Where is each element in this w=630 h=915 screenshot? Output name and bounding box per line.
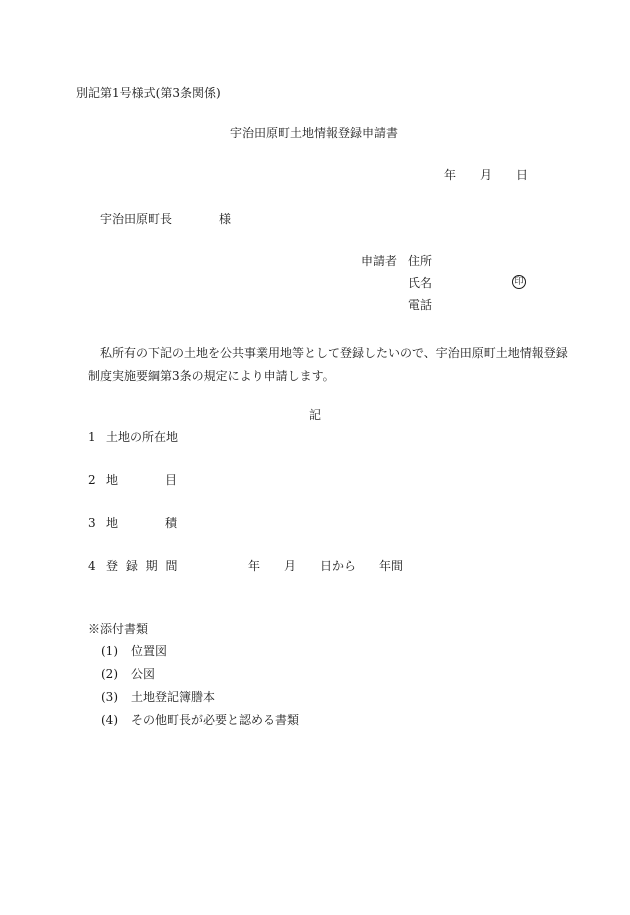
applicant-label: 申請者 xyxy=(361,254,398,268)
attachment-1-text: 位置図 xyxy=(131,644,168,658)
date-month: 月 xyxy=(480,168,493,182)
item-3-number: 3 xyxy=(88,516,96,530)
seal-mark: 印 xyxy=(512,275,526,289)
item-2-number: 2 xyxy=(88,473,96,487)
item-4-month: 月 xyxy=(284,559,297,573)
applicant-address-label: 住所 xyxy=(408,254,433,268)
item-3-label-b: 積 xyxy=(165,516,178,530)
attachment-3-number: (3) xyxy=(101,690,118,704)
record-heading: 記 xyxy=(309,408,322,422)
body-paragraph: 私所有の下記の土地を公共事業用地等として登録したいので、宇治田原町土地情報登録制度実施要綱第3条の規定により申請します。 xyxy=(88,346,568,383)
date-year: 年 xyxy=(444,168,457,182)
item-4-day-from: 日から xyxy=(320,559,357,573)
addressee-name: 宇治田原町長 xyxy=(100,212,173,226)
applicant-phone-label: 電話 xyxy=(408,298,433,312)
item-2-label-b: 目 xyxy=(165,473,178,487)
attachment-3-text: 土地登記簿謄本 xyxy=(131,690,216,704)
item-1-label: 土地の所在地 xyxy=(106,430,179,444)
item-4-label: 登 録 期 間 xyxy=(106,559,180,573)
applicant-name-label: 氏名 xyxy=(408,276,433,290)
item-4-year: 年 xyxy=(248,559,261,573)
item-4-years: 年間 xyxy=(379,559,404,573)
date-day: 日 xyxy=(516,168,529,182)
attachment-2-number: (2) xyxy=(101,667,118,681)
attachment-2-text: 公図 xyxy=(131,667,156,681)
item-3-label-a: 地 xyxy=(106,516,119,530)
item-4-number: 4 xyxy=(88,559,96,573)
attachment-1-number: (1) xyxy=(101,644,118,658)
item-2-label-a: 地 xyxy=(106,473,119,487)
item-1-number: 1 xyxy=(88,430,96,444)
addressee-honorific: 様 xyxy=(219,212,232,226)
attachment-4-text: その他町長が必要と認める書類 xyxy=(131,713,300,727)
attachment-4-number: (4) xyxy=(101,713,118,727)
attachments-heading: ※添付書類 xyxy=(88,622,149,636)
form-reference: 別記第1号様式(第3条関係) xyxy=(76,86,221,100)
document-title: 宇治田原町土地情報登録申請書 xyxy=(230,126,399,140)
